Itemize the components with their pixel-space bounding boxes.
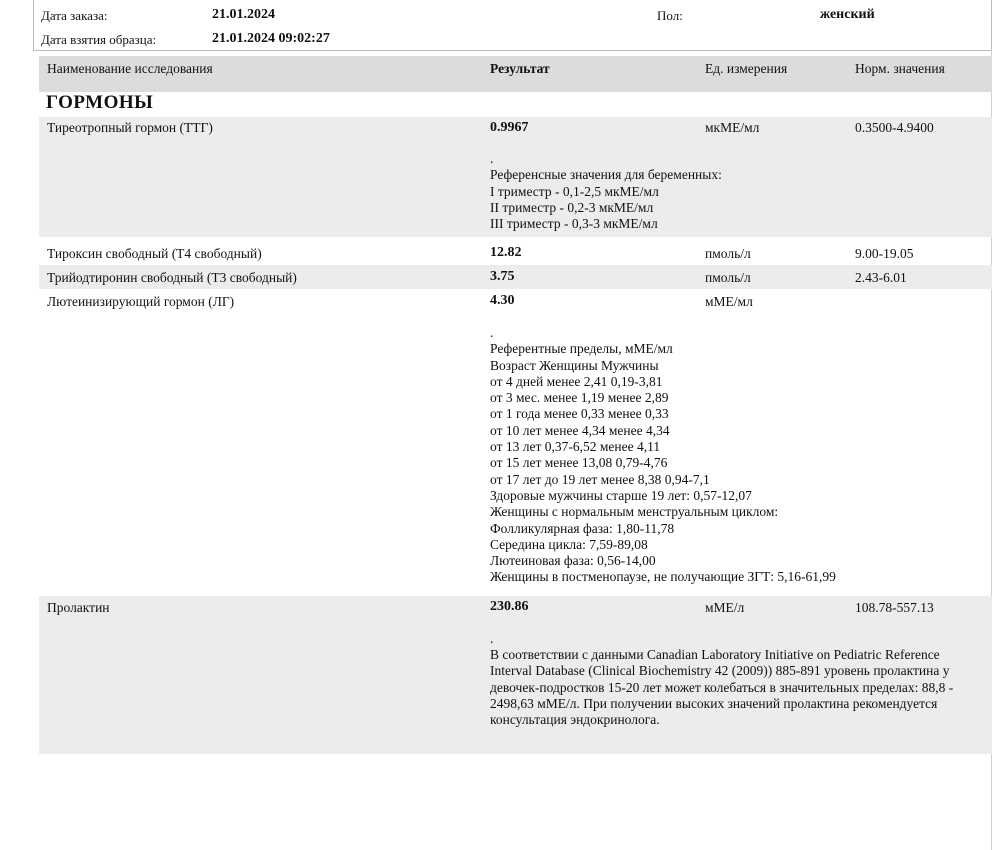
row-name: Лютеинизирующий гормон (ЛГ)	[47, 294, 235, 309]
row-name: Тиреотропный гормон (ТТГ)	[47, 120, 213, 135]
row-norm: 2.43-6.01	[855, 270, 907, 285]
row-result: 0.9967	[490, 120, 529, 135]
row-unit: пмоль/л	[705, 246, 751, 261]
row-result: 3.75	[490, 269, 515, 284]
row-norm: 0.3500-4.9400	[855, 120, 934, 135]
col-result-header: Результат	[490, 61, 550, 76]
row-name: Трийодтиронин свободный (Т3 свободный)	[47, 270, 297, 285]
row-result: 230.86	[490, 599, 529, 614]
row-norm: 9.00-19.05	[855, 246, 914, 261]
sex-value: женский	[820, 7, 875, 22]
row-note-dot: .	[490, 631, 494, 646]
row-result: 12.82	[490, 245, 522, 260]
section-title: ГОРМОНЫ	[46, 92, 154, 113]
row-name: Пролактин	[47, 600, 110, 615]
row-note: . Референсные значения для беременных: I триместр - 0,1-2,5 мкМЕ/мл II триместр - 0,2-3 мкМЕ/мл III триместр - 0,3-3 мкМЕ/мл	[490, 151, 722, 232]
sample-date-label: Дата взятия образца:	[41, 32, 157, 47]
row-note: В соответствии с данными Canadian Laboratory Initiative on Pediatric Reference Interval Database (Clinical Biochemistry 42 (2009)) 885-891 уровень пролактина у девочек-подростков 15-20 лет может колебаться в значительных пределах: 88,8 - 2498,63 мМЕ/л. При получении высоких значений пролактина рекомендуется консультация эндокринолога.	[490, 647, 954, 728]
row-unit: мМЕ/мл	[705, 294, 753, 309]
row-unit: мМЕ/л	[705, 600, 745, 615]
row-unit: мкМЕ/мл	[705, 120, 760, 135]
row-norm: 108.78-557.13	[855, 600, 934, 615]
col-unit-header: Ед. измерения	[705, 61, 788, 76]
row-name: Тироксин свободный (Т4 свободный)	[47, 246, 262, 261]
col-norm-header: Норм. значения	[855, 61, 945, 76]
row-result: 4.30	[490, 293, 515, 308]
sample-date: 21.01.2024 09:02:27	[212, 31, 330, 46]
sex-label: Пол:	[657, 8, 683, 23]
row-unit: пмоль/л	[705, 270, 751, 285]
order-date-label: Дата заказа:	[41, 8, 108, 23]
col-name-header: Наименование исследования	[47, 61, 213, 76]
row-note: . Референтные пределы, мМЕ/мл Возраст Женщины Мужчины от 4 дней менее 2,41 0,19-3,81 от 3 мес. менее 1,19 менее 2,89 от 1 года менее 0,33 менее 0,33 от 10 лет менее 4,34 менее 4,34 от 13 лет 0,37-6,52 менее 4,11 от 15 лет менее 13,08 0,79-4,76 от 17 лет до 19 лет менее 8,38 0,94-7,1 Здоровые мужчины старше 19 лет: 0,57-12,07 Женщины с нормальным менструальным циклом: Фолликулярная фаза: 1,80-11,78 Середина цикла: 7,59-89,08 Лютеиновая фаза: 0,56-14,00 Женщины в постменопаузе, не получающие ЗГТ: 5,16-61,99	[490, 325, 836, 585]
order-date: 21.01.2024	[212, 7, 275, 22]
